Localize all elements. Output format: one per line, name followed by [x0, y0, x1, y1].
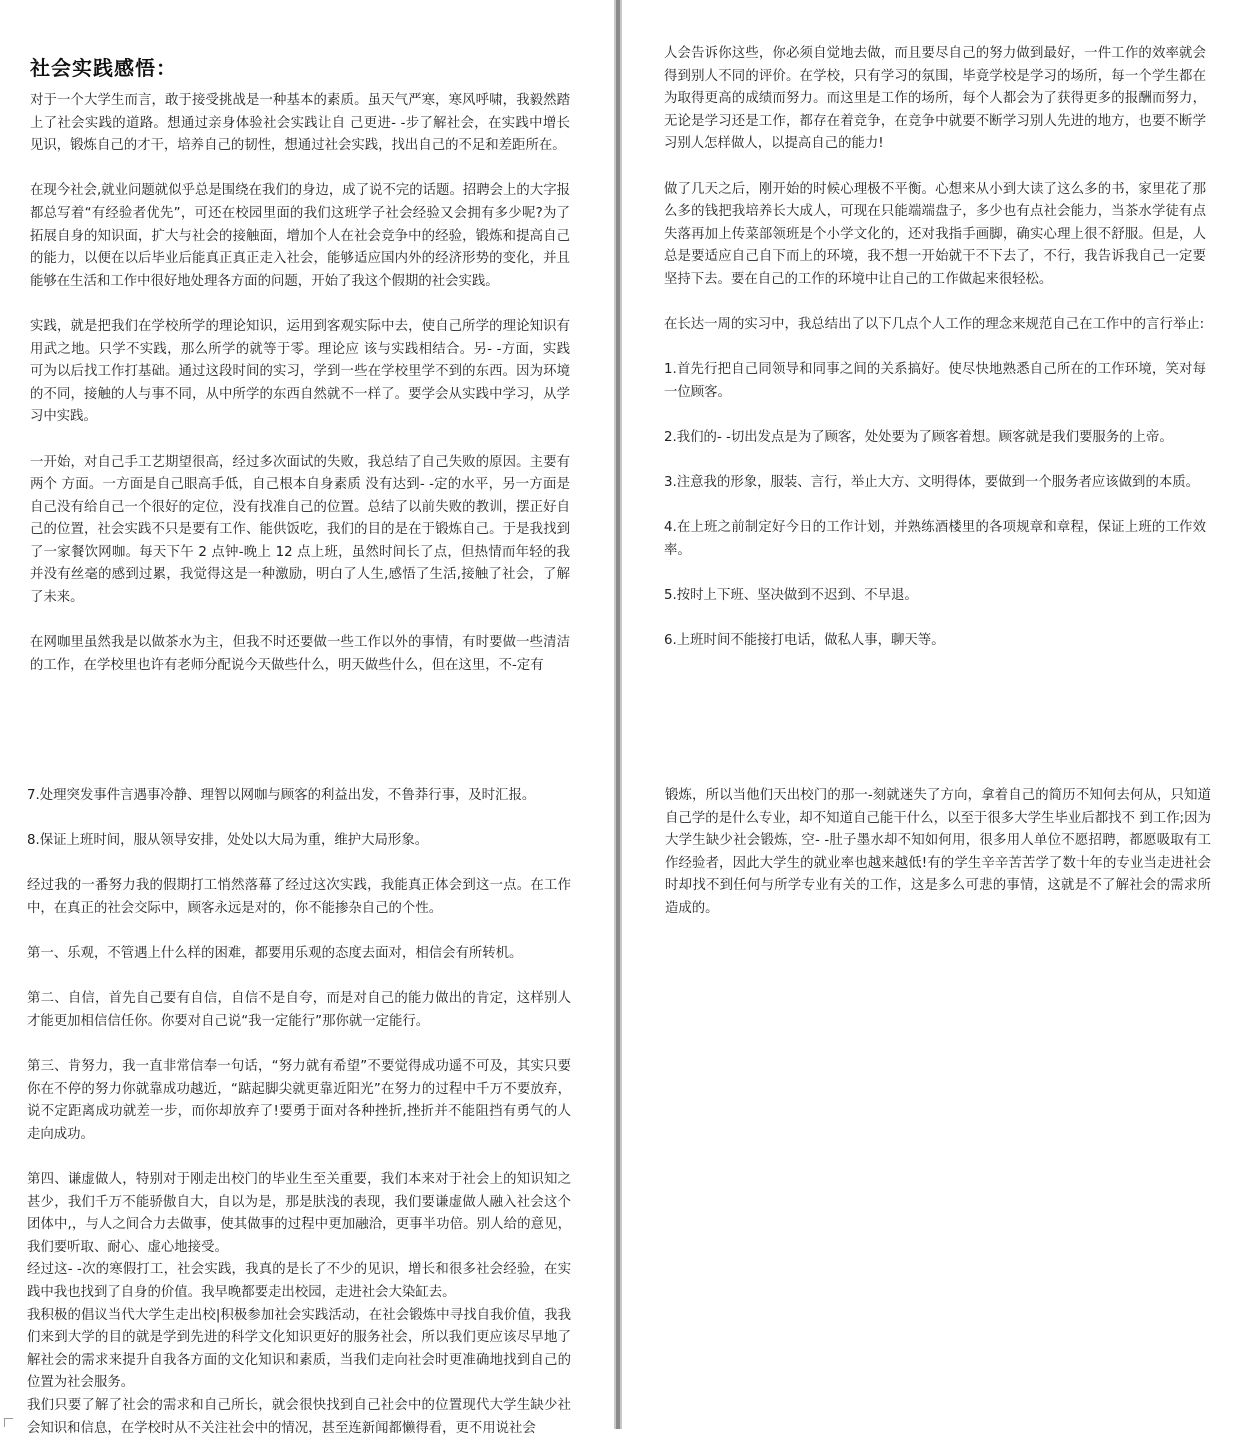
paragraph: 做了几天之后，刚开始的时候心理极不平衡。心想来从小到大读了这么多的书，家里花了那么多的钱把我培养长大成人，可现在只能端端盘子，多少也有点社会能力，当茶水学徒有点失落再加上传菜部领班是个小学文化的，还对我指手画脚，确实心理上很不舒服。但是，人总是要适应自己自下而上的环境，我不想一开始就干不下去了，不行，我告诉我自己一定要坚持下去。要在自己的工作的环境中让自己的工作做起来很轻松。	[664, 181, 1206, 287]
paragraph: 第三、肯努力，我一直非常信奉一句话，“努力就有希望”不要觉得成功遥不可及，其实只要你在不停的努力你就靠成功越近，“踮起脚尖就更靠近阳光”在努力的过程中千万不要放弃，说不定距离成功就差一步，而你却放弃了!要勇于面对各种挫折,挫折并不能阻挡有勇气的人走向成功。	[27, 1059, 571, 1142]
paragraph: 实践，就是把我们在学校所学的理论知识，运用到客观实际中去，使自己所学的理论知识有用武之地。只学不实践，那么所学的就等于零。理论应 该与实践相结合。另- -方面，实践可为以后找工作打基础。通过这段时间的实习，学到一些在学校里学不到的东西。因为环境的不同，接触的人与事不同，从中所学的东西自然就不一样了。要学会从实践中学习，从学习中实践。	[30, 318, 570, 425]
text-block-bottom-right	[665, 785, 1211, 921]
list-item: 6.上班时间不能接打电话，做私人事，聊天等。	[664, 633, 945, 649]
paragraph: 在网咖里虽然我是以做茶水为主，但我不时还要做一些工作以外的事情，有时要做一些清洁的工作，在学校里也许有老师分配说今天做些什么，明天做些什么，但在这里，不-定有	[30, 635, 570, 673]
paragraph: 第四、谦虚做人，特别对于刚走出校门的毕业生至关重要，我们本来对于社会上的知识知之甚少，我们千万不能骄傲自大，自以为是，那是肤浅的表现，我们要谦虚做人融入社会这个团体中,，与人之间合力去做事，使其做事的过程中更加融洽，更事半功倍。别人给的意见，我们要听取、耐心、虚心地接受。	[27, 1172, 571, 1255]
list-item: 1.首先行把自己同领导和同事之间的关系搞好。使尽快地熟悉自己所在的工作环境，笑对每一位顾客。	[664, 362, 1206, 400]
page-title: 社会实践感悟：	[30, 56, 177, 80]
paragraph: 在现今社会,就业问题就似乎总是围绕在我们的身边，成了说不完的话题。招聘会上的大字报都总写着“有经验者优先”，可还在校园里面的我们这班学子社会经验又会拥有多少呢?为了拓展自身的知识面，扩大与社会的接触面，增加个人在社会竞争中的经验，锻炼和提高自己的能力，以便在以后毕业后能真正真正走入社会，能够适应国内外的经济形势的变化，并且能够在生活和工作中很好地处理各方面的问题，开始了我这个假期的社会实践。	[30, 183, 570, 289]
list-item: 4.在上班之前制定好今日的工作计划，并熟练酒楼里的各项规章和章程，保证上班的工作效率。	[664, 520, 1206, 559]
list-item: 3.注意我的形象，服装、言行，举止大方、文明得体，要做到一个服务者应该做到的本质。	[664, 475, 1200, 491]
paragraph: 经过这- -次的寒假打工，社会实践，我真的是长了不少的见识，增长和很多社会经验，在实践中我也找到了自身的价值。我早晚都要走出校园，走进社会大染缸去。	[27, 1262, 571, 1301]
paragraph: 人会告诉你这些，你必须自觉地去做，而且要尽自己的努力做到最好，一件工作的效率就会得到别人不同的评价。在学校，只有学习的氛围，毕竟学校是学习的场所，每一个学生都在为取得更高的成绩而努力。而这里是工作的场所，每个人都会为了获得更多的报酬而努力，无论是学习还是工作，都存在着竞争，在竞争中就要不断学习别人先进的地方，也要不断学习别人怎样做人，以提高自己的能力!	[664, 46, 1206, 152]
paragraph: 锻炼，所以当他们天出校门的那一-刻就迷失了方向，拿着自己的简历不知何去何从，只知道自己学的是什么专业，却不知道自己能干什么，以至于很多大学生毕业后都找不 到工作;因为大学生缺少社会锻炼，空- -肚子墨水却不知如何用，很多用人单位不愿招聘，都愿吸取有工作经验者，因此大学生的就业率也越来越低!有的学生辛辛苦苦学了数十年的专业当走进社会时却找不到任何与所学专业有关的工作，这是多么可悲的事情，这就是不了解社会的需求所造成的。	[665, 788, 1211, 916]
paragraph: 经过我的一番努力我的假期打工悄然落幕了经过这次实践，我能真正体会到这一点。在工作中，在真正的社会交际中，顾客永远是对的，你不能掺杂自己的个性。	[27, 878, 571, 916]
paragraph: 对于一个大学生而言，敢于接受挑战是一种基本的素质。虽天气严寒，寒风呼啸，我毅然踏上了社会实践的道路。想通过亲身体验社会实践让自 己更进- -步了解社会，在实践中增长见识，锻炼自己的才干，培养自己的韧性，想通过社会实践，找出自己的不足和差距所在。	[30, 93, 570, 154]
page-divider	[614, 0, 622, 1429]
list-item: 8.保证上班时间，服从领导安排，处处以大局为重，维护大局形象。	[27, 833, 429, 849]
paragraph: 第一、乐观，不管遇上什么样的困难，都要用乐观的态度去面对，相信会有所转机。	[27, 946, 523, 962]
paragraph: 一开始，对自己手工艺期望很高，经过多次面试的失败，我总结了自己失败的原因。主要有两个 方面。一方面是自己眼高手低，自己根本自身素质 没有达到- -定的水平，另一方面是自己没有给自己一个很好的定位，没有找准自己的位置。总结了以前失败的教训，摆正好自己的位置，社会实践不只是要有工作、能供饭吃，我们的目的是在于锻炼自己。于是我找到了一家餐饮网咖。每天下午 2 点钟-晚上 12 点上班，虽然时间长了点，但热情而年轻的我并没有丝毫的感到过累，我觉得这是一种激励，明白了人生,感悟了生活,接触了社会，了解了未来。	[30, 454, 570, 606]
text-block-bottom-left	[27, 785, 571, 1440]
list-item: 7.处理突发事件言遇事冷静、理智以网咖与顾客的利益出发，不鲁莽行事，及时汇报。	[27, 788, 536, 803]
list-item: 2.我们的- -切出发点是为了顾客，处处要为了顾客着想。顾客就是我们要服务的上帝。	[664, 430, 1173, 446]
list-item: 5.按时上下班、坚决做到不迟到、不早退。	[664, 588, 918, 604]
text-block-top-left	[30, 90, 570, 677]
paragraph: 在长达一周的实习中，我总结出了以下几点个人工作的理念来规范自己在工作中的言行举止:	[664, 317, 1205, 333]
text-block-top-right	[664, 43, 1206, 653]
paragraph: 我积极的倡议当代大学生走出校|积极参加社会实践活动，在社会锻炼中寻找自我价值，我我们来到大学的目的就是学到先进的科学文化知识更好的服务社会，所以我们更应该尽早地了解社会的需求来提升自我各方面的文化知识和素质，当我们走向社会时更准确地找到自己的位置为社会服务。	[27, 1307, 571, 1391]
paragraph: 我们只要了解了社会的需求和自己所长，就会很快找到自己社会中的位置现代大学生缺少社会知识和信息，在学校时从不关注社会中的情况，甚至连新闻都懒得看，更不用说社会	[27, 1398, 571, 1436]
paragraph: 第二、自信，首先自己要有自信，自信不是自夸，而是对自己的能力做出的肯定，这样别人才能更加相信信任你。你要对自己说“我一定能行”那你就一定能行。	[27, 991, 571, 1029]
page-corner-mark	[4, 1418, 13, 1427]
